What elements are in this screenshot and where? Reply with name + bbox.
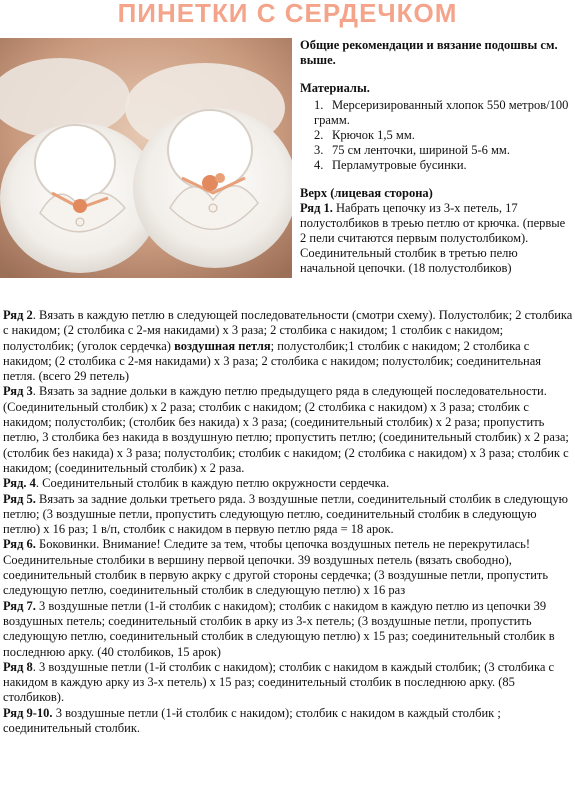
row-7: Ряд 7. 3 воздушные петли (1-й столбик с накидом); столбик с накидом в каждую петлю из цепочки 39 воздушных петель; соединительный столбик в арку из 3-х петель; (3 воздушные петли, пропустить следующую петлю, соединительный столбик в следующую петлю) х 15 раз; соединительный столбик в последнюю арку. (40 столбиков, 15 арок)	[3, 598, 555, 659]
row-3: Ряд 3. Вязать за задние дольки в каждую петлю предыдущего ряда в следующей последовательности. (Соединительный столбик) х 2 раза; столбик с накидом; (2 столбика с накидом) х 3 раза; столбик с накидом; полустолбик; (столбик без накида) х 3 раза; (соединительный столбик) х 2 раза; пропустить петлю, 3 столбика без накида в воздушную петлю; пропустить петлю; (соединительный столбик) х 2 раза; (столбик без накида) х 3 раза; полустолбик; столбик с накидом; (2 столбика с накидом) х 3 раза; столбик с накидом; (соединительный столбик) х 2 раза.	[3, 384, 569, 475]
row-8: Ряд 8. 3 воздушные петли (1-й столбик с накидом); столбик с накидом в каждый столбик; (3 столбика с накидом в каждую арку из 3-х петель) х 15 раз; соединительный столбик в последнюю арку. (85 столбиков).	[3, 659, 555, 705]
row-5: Ряд 5. Вязать за задние дольки третьего ряда. 3 воздушные петли, соединительный столбик в следующую петлю; (3 воздушные петли, пропустить следующую петлю, соединительный столбик в следующую петлю) х 16 раз; 1 в/п, столбик с накидом в первую петлю ряда = 18 арок.	[3, 491, 568, 537]
list-item: 3. 75 см ленточки, шириной 5-6 мм.	[314, 143, 510, 157]
intro-column	[300, 38, 573, 276]
rows-text	[3, 308, 573, 736]
row-9-10: Ряд 9-10. 3 воздушные петли (1-й столбик с накидом); столбик с накидом в каждый столбик ; соединительный столбик.	[3, 705, 501, 736]
booties-photo	[0, 38, 292, 278]
booties-illustration	[0, 38, 292, 278]
list-item: 1. Мерсеризированный хлопок 550 метров/100 грамм.	[314, 98, 569, 127]
row-1: Ряд 1. Набрать цепочку из 3-х петель, 17 полустолбиков в треью петлю от крючка. (первые 2 пели считаются первым полустолбиком). Соединительный столбик в третью пелю начальной цепочки. (18 полустолбиков)	[300, 201, 566, 275]
list-item: 4. Перламутровые бусинки.	[314, 158, 467, 172]
list-item: 2. Крючок 1,5 мм.	[314, 128, 415, 142]
materials-heading: Материалы.	[300, 81, 370, 95]
page-title: ПИНЕТКИ С СЕРДЕЧКОМ	[117, 0, 458, 28]
top-heading: Верх (лицевая сторона)	[300, 186, 433, 200]
intro-text: Общие рекомендации и вязание подошвы см. выше.	[300, 38, 558, 67]
materials-list	[300, 98, 573, 173]
row-6: Ряд 6. Боковинки. Внимание! Следите за тем, чтобы цепочка воздушных петель не перекрутилась! Соединительные столбики в вершину первой цепочки. 39 воздушных петель (вязать свободно), соединительный столбик в первую акрку с другой стороны сердечка; (3 воздушные петли, пропустить следующую петлю, соединительный столбик в следующую петлю) х 16 раз	[3, 537, 549, 598]
row-4: Ряд. 4. Соединительный столбик в каждую петлю окружности сердечка.	[3, 476, 390, 491]
row-2: Ряд 2. Вязать в каждую петлю в следующей последовательности (смотри схему). Полустолбик; 2 столбика с накидом; (2 столбика с 2-мя накидами) х 3 раза; 2 столбика с накидом; 1 столбик с накидом; полустолбик; (уголок сердечка) воздушная петля; полустолбик;1 столбик с накидом; 2 столбика с накидом; (2 столбика с 2-мя накидами) х 3 раза; 2 столбика с накидом; полустолбик; соединительная петля. (всего 29 петель)	[3, 308, 573, 384]
